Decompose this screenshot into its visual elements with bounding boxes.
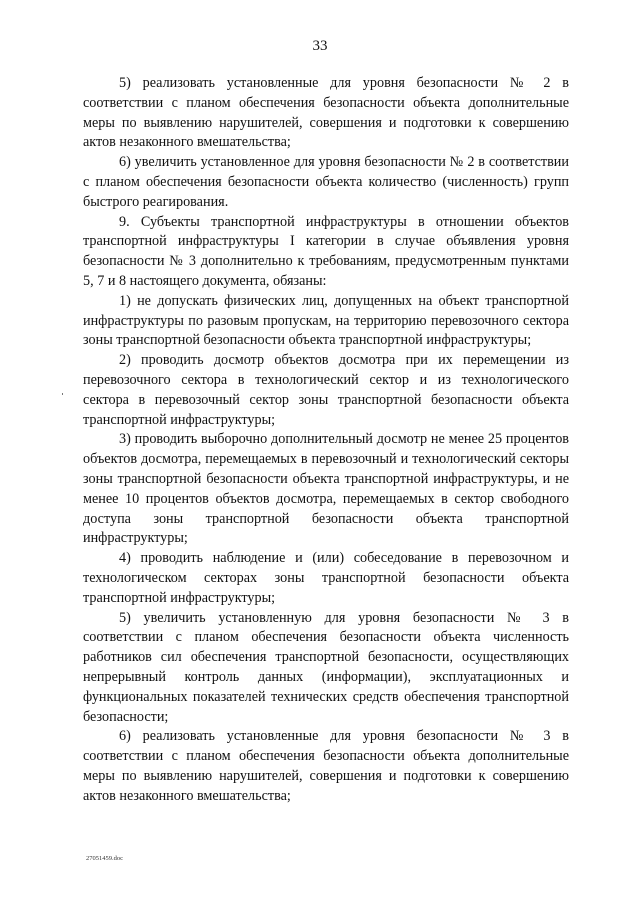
paragraph-item-6-level-2: 6) увеличить установленное для уровня безопасности № 2 в соответствии с планом обеспечения безопасности объекта количество (численность) групп быстрого реагирования. xyxy=(83,154,569,210)
paragraph-section-9: 9. Субъекты транспортной инфраструктуры в отношении объектов транспортной инфраструктуры I категории в случае объявления уровня безопасности № 3 дополнительно к требованиям, предусмотренным пунктами 5, 7 и 8 настоящего документа, обязаны: xyxy=(83,213,569,289)
page-number: 33 xyxy=(312,38,328,54)
scan-artifact xyxy=(62,393,63,395)
paragraph-item-6-level-3: 6) реализовать установленные для уровня безопасности № 3 в соответствии с планом обеспечения безопасности объекта дополнительные меры по выявлению нарушителей, совершения и подготовки к совершению актов незаконного вмешательства; xyxy=(83,728,569,804)
paragraph-item-4-level-3: 4) проводить наблюдение и (или) собеседование в перевозочном и технологическом секторах зоны транспортной безопасности объекта транспортной инфраструктуры; xyxy=(83,550,569,606)
paragraph-item-2-level-3: 2) проводить досмотр объектов досмотра при их перемещении из перевозочного сектора в технологический сектор и из технологического сектора в перевозочный сектор зоны транспортной безопасности объекта транспортной инфраструктуры; xyxy=(83,352,569,428)
paragraph-item-3-level-3: 3) проводить выборочно дополнительный досмотр не менее 25 процентов объектов досмотра, перемещаемых в перевозочный и технологический секторы зоны транспортной безопасности объекта транспортной инфраструктуры, и не менее 10 процентов объектов досмотра, перемещаемых в сектор свободного доступа зоны транспортной безопасности объекта транспортной инфраструктуры; xyxy=(83,431,569,547)
paragraph-item-5-level-2: 5) реализовать установленные для уровня безопасности № 2 в соответствии с планом обеспечения безопасности объекта дополнительные меры по выявлению нарушителей, совершения и подготовки к совершению актов незаконного вмешательства; xyxy=(83,75,569,151)
paragraph-item-1-level-3: 1) не допускать физических лиц, допущенных на объект транспортной инфраструктуры по разовым пропускам, на территорию перевозочного сектора зоны транспортной безопасности объекта транспортной инфраструктуры; xyxy=(83,292,569,349)
paragraph-item-5-level-3: 5) увеличить установленную для уровня безопасности № 3 в соответствии с планом обеспечения безопасности объекта численность работников сил обеспечения транспортной безопасности, осуществляющих непрерывный контроль данных (информации), эксплуатационных и функциональных показателей технических средств обеспечения транспортной безопасности; xyxy=(83,609,569,725)
document-body xyxy=(83,74,569,806)
footer-file-code: 27051459.doc xyxy=(86,855,124,862)
